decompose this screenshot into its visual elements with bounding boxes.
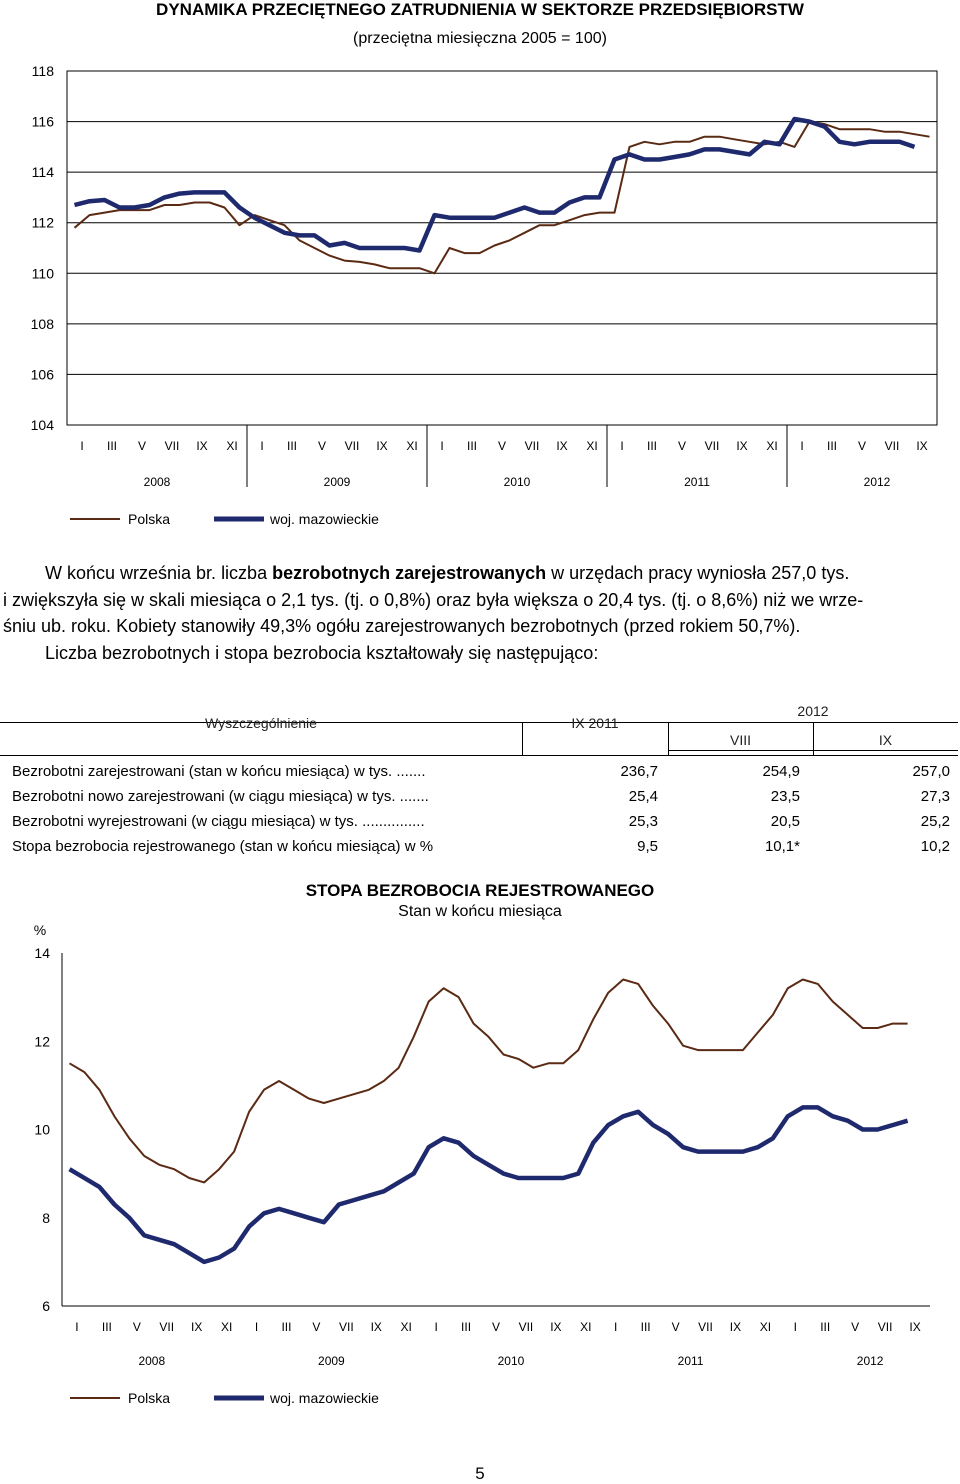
series-line-mazowieckie [70,1107,908,1262]
x-tick-label: V [132,1320,141,1334]
employment-chart [0,55,960,540]
table-row [0,763,958,788]
y-tick-label: 118 [31,63,54,79]
row-value-ix2011: 25,4 [628,788,658,805]
legend-label-mazowieckie: woj. mazowieckie [270,511,379,527]
page-number: 5 [475,1464,485,1483]
row-value-ix: 257,0 [912,763,950,780]
row-value-ix: 25,2 [920,813,950,830]
x-tick-label: V [851,1320,860,1334]
x-tick-label: I [620,439,624,453]
year-label: 2012 [856,1354,884,1368]
x-tick-label: III [101,1320,112,1334]
x-tick-label: V [497,439,507,453]
year-label: 2012 [863,475,891,489]
x-tick-label: V [312,1320,321,1334]
x-tick-label: I [440,439,444,453]
row-label: Bezrobotni zarejestrowani (stan w końcu miesiąca) w tys. ....... [12,763,426,780]
x-tick-label: III [826,439,838,453]
y-tick-label: 112 [31,214,54,231]
series-line-mazowieckie [75,119,915,251]
row-value-viii: 23,5 [770,788,800,805]
x-tick-label: VII [518,1320,534,1334]
legend-label-polska: Polska [128,1390,171,1406]
x-tick-label: VII [524,439,540,453]
para-line1-c: w urzędach pracy wyniosła 257,0 tys. [546,563,850,583]
table-head-viii: VIII [729,732,751,748]
x-tick-label: V [317,439,327,453]
x-tick-label: XI [400,1320,412,1334]
row-label: Stopa bezrobocia rejestrowanego (stan w końcu miesiąca) w % [12,838,434,855]
table-body [0,763,958,863]
y-tick-label: 110 [31,265,54,282]
x-tick-label: IX [729,1320,742,1334]
x-tick-label: I [254,1320,259,1334]
legend-label-polska: Polska [128,511,171,527]
year-label: 2011 [677,1354,704,1368]
row-value-ix2011: 236,7 [620,763,658,780]
row-value-ix: 10,2 [920,838,950,855]
x-tick-label: VII [704,439,720,453]
row-value-viii: 10,1* [764,838,800,855]
row-value-viii: 20,5 [770,813,800,830]
year-label: 2009 [318,1354,345,1368]
x-tick-label: IX [556,439,568,453]
table-row [0,788,958,813]
y-tick-label: 108 [30,315,54,332]
table-row [0,838,958,863]
x-tick-label: IX [191,1320,203,1334]
x-tick-label: VII [339,1320,354,1334]
y-tick-label: 104 [30,417,54,433]
x-tick-label: IX [550,1320,562,1334]
x-tick-label: IX [196,439,208,453]
year-label: 2010 [503,475,531,489]
para-line3: śniu ub. roku. Kobiety stanowiły 49,3% ogółu zarejestrowanych bezrobotnych (przed rokiem 50,7%). [3,616,801,636]
para-line1-a: W końcu września br. liczba [45,563,273,583]
table-head-rule [0,755,958,756]
x-tick-label: III [820,1320,831,1334]
x-tick-label: IX [370,1320,382,1334]
y-tick-label: 114 [31,164,54,181]
table-head-year: 2012 [797,703,829,719]
row-value-ix: 27,3 [920,788,950,805]
row-value-ix2011: 9,5 [637,838,658,855]
x-tick-label: IX [909,1320,921,1334]
year-label: 2010 [497,1354,525,1368]
x-tick-label: XI [586,439,598,453]
x-tick-label: I [260,439,264,453]
chart1-subtitle: (przeciętna miesięczna 2005 = 100) [353,30,607,47]
x-tick-label: III [461,1320,472,1334]
series-line-polska [70,980,908,1183]
x-tick-label: XI [220,1320,233,1334]
legend-label-mazowieckie: woj. mazowieckie [270,1390,379,1406]
x-tick-label: VII [344,439,360,453]
y-tick-label: 8 [42,1209,50,1226]
x-tick-label: XI [406,439,418,453]
y-tick-label: 12 [34,1033,50,1050]
x-tick-label: V [857,439,867,453]
x-tick-label: XI [766,439,778,453]
row-label: Bezrobotni wyrejestrowani (w ciągu miesiąca) w tys. ............... [12,813,425,830]
unemployment-paragraph [3,560,950,666]
x-tick-label: III [466,439,478,453]
unemployment-rate-chart [0,915,960,1415]
y-tick-label: 14 [34,945,50,961]
x-tick-label: IX [916,439,928,453]
x-tick-label: I [434,1320,438,1334]
table-head-ix: IX [878,732,893,748]
x-tick-label: V [137,439,147,453]
para-line4: Liczba bezrobotnych i stopa bezrobocia kształtowały się następująco: [45,642,599,663]
x-tick-label: III [640,1320,651,1334]
x-tick-label: I [793,1320,797,1334]
y-tick-label: 10 [34,1121,50,1138]
x-tick-label: VII [884,439,900,453]
y-axis-label: % [33,922,47,938]
x-tick-label: VII [159,1320,175,1334]
series-line-polska [75,122,930,274]
year-label: 2008 [143,475,171,489]
plot-frame [67,71,937,425]
chart2-subtitle: Stan w końcu miesiąca [398,903,562,920]
para-line1-bold: bezrobotnych zarejestrowanych [272,563,547,583]
x-tick-label: VII [698,1320,713,1334]
row-value-viii: 254,9 [762,763,800,780]
table-head-label: Wyszczególnienie [205,715,317,731]
x-tick-label: V [677,439,687,453]
x-tick-label: IX [736,439,748,453]
x-tick-label: III [286,439,298,453]
x-tick-label: IX [376,439,388,453]
x-tick-label: III [106,439,118,453]
para-line2: i zwiększyła się w skali miesiąca o 2,1 tys. (tj. o 0,8%) oraz była większa o 20,4 tys. (tj. o 8,6%) niż we wrze- [3,589,864,610]
x-tick-label: I [614,1320,618,1334]
x-tick-label: V [491,1320,501,1334]
chart2-title: STOPA BEZROBOCIA REJESTROWANEGO [305,881,655,900]
year-label: 2009 [323,475,351,489]
x-tick-label: III [281,1320,292,1334]
x-tick-label: I [75,1320,79,1334]
x-tick-label: I [80,439,84,453]
y-tick-label: 6 [42,1298,50,1314]
x-tick-label: VII [877,1320,893,1334]
x-tick-label: VII [164,439,180,453]
y-tick-label: 106 [30,366,54,383]
row-value-ix2011: 25,3 [628,813,658,830]
x-tick-label: XI [580,1320,592,1334]
year-label: 2008 [138,1354,166,1368]
chart1-title: DYNAMIKA PRZECIĘTNEGO ZATRUDNIENIA W SEKTORZE PRZEDSIĘBIORSTW [156,0,804,19]
x-tick-label: III [646,439,658,453]
x-tick-label: XI [226,439,238,453]
x-tick-label: I [800,439,804,453]
x-tick-label: XI [759,1320,772,1334]
year-label: 2011 [684,475,710,489]
table-row [0,813,958,838]
x-tick-label: V [671,1320,680,1334]
y-tick-label: 116 [31,113,54,130]
table-head-ix2011: IX 2011 [571,715,619,731]
row-label: Bezrobotni nowo zarejestrowani (w ciągu miesiąca) w tys. ....... [12,788,429,805]
